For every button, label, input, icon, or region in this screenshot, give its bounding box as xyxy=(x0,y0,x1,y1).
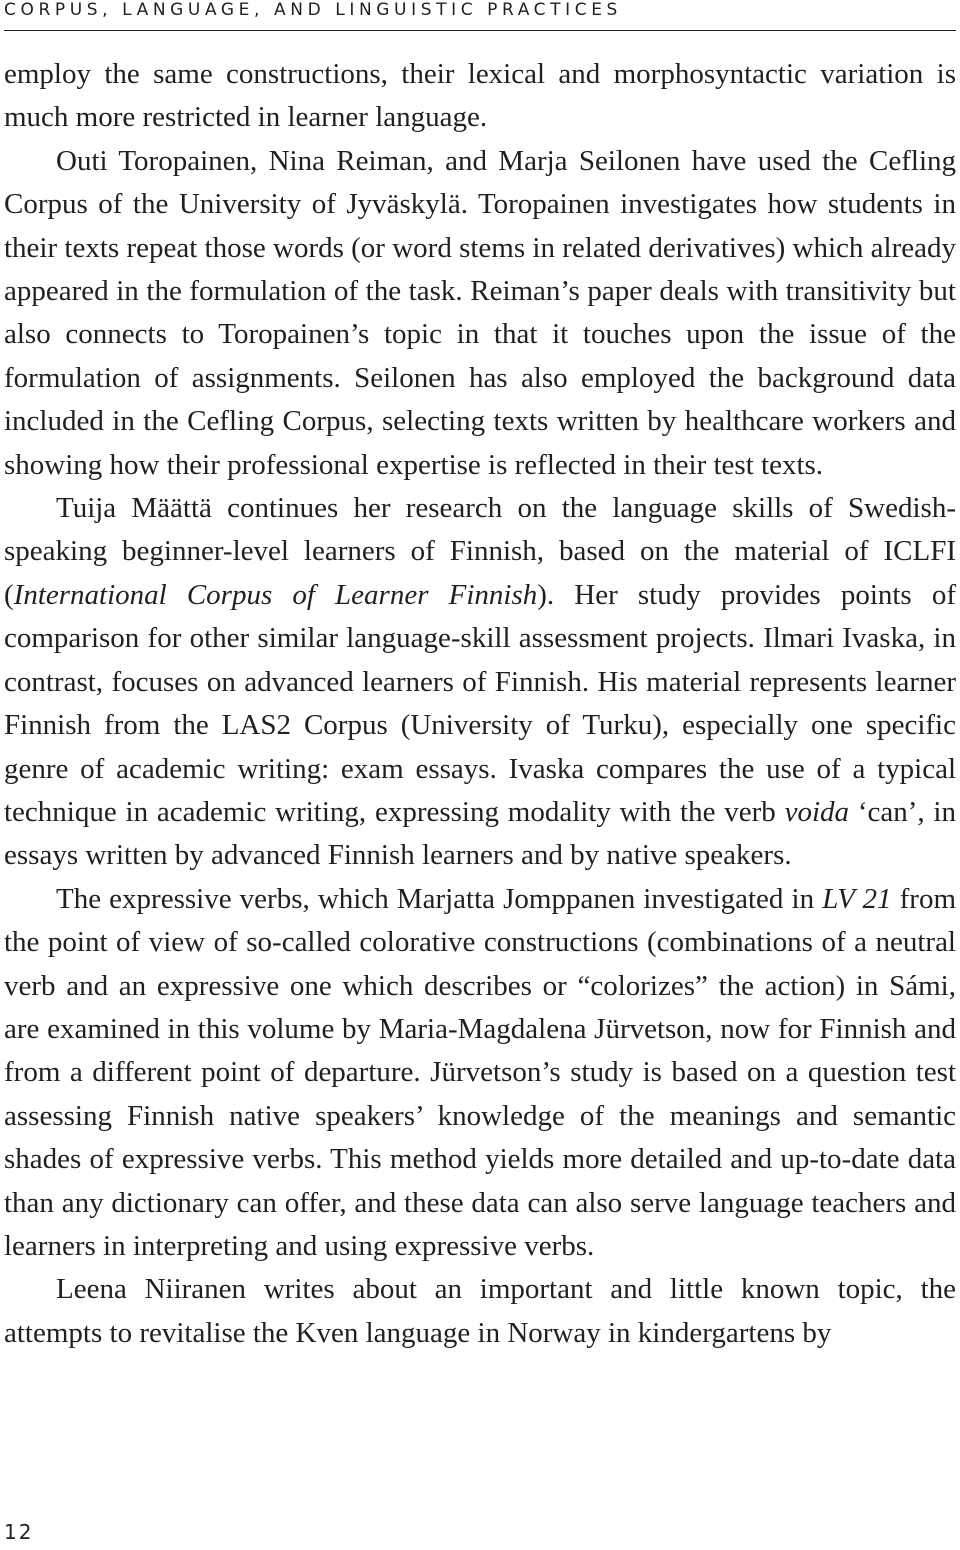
page-number: 12 xyxy=(4,1520,34,1544)
text-run: from the point of view of so-called colorative constructions (combinations of a neutral verb and an expressive one which describes or “colorizes” the action) in Sámi, are examined in this volume by Maria-Magdalena Jürvetson, now for Finnish and from a different point of departure. Jürvetson’s study is based on a question test assessing Finnish native speakers’ knowledge of the meanings and semantic shades of expressive verbs. This method yields more detailed and up-to-date data than any dictionary can offer, and these data can also serve language teachers and learners in interpreting and using expressive verbs. xyxy=(4,882,956,1262)
text-run: The expressive verbs, which Marjatta Jomppanen investigated in xyxy=(56,882,823,915)
paragraph xyxy=(4,1268,956,1355)
paragraph xyxy=(4,140,956,487)
text-run: employ the same constructions, their lexical and morphosyntactic variation is much more restricted in learner language. xyxy=(4,58,956,134)
body-text xyxy=(4,53,956,1355)
text-run: Tuija Määttä continues her research on the language skills of Swedish-speaking beginner-level learners of Finnish, based on the material of ICLFI ( xyxy=(4,492,956,611)
text-run: Leena Niiranen writes about an important and little known topic, the attempts to revitalise the Kven language in Norway in kindergartens by xyxy=(4,1273,956,1349)
header-rule xyxy=(4,30,956,31)
italic-text: LV 21 xyxy=(822,882,892,915)
paragraph xyxy=(4,53,956,140)
text-run: Outi Toropainen, Nina Reiman, and Marja Seilonen have used the Cefling Corpus of the University of Jyväskylä. Toropainen investigates how students in their texts repeat those words (or word stems in related derivatives) which already appeared in the formulation of the task. Reiman’s paper deals with transitivity but also connects to Toropainen’s topic in that it touches upon the issue of the formulation of assignments. Seilonen has also employed the background data included in the Cefling Corpus, selecting texts written by healthcare workers and showing how their professional expertise is reflected in their test texts. xyxy=(4,144,956,481)
italic-text: voida xyxy=(784,795,850,828)
paragraph xyxy=(4,878,956,1269)
text-run: ). Her study provides points of comparison for other similar language-skill assessment projects. Ilmari Ivaska, in contrast, focuses on advanced learners of Finnish. His material represents learner Finnish from the LAS2 Corpus (University of Turku), especially one specific genre of academic writing: exam essays. Ivaska compares the use of a typical technique in academic writing, expressing modality with the verb xyxy=(4,578,956,828)
paragraph xyxy=(4,487,956,878)
italic-text: International Corpus of Learner Finnish xyxy=(13,578,538,611)
running-head: CORPUS, LANGUAGE, AND LINGUISTIC PRACTICES xyxy=(4,0,622,20)
text-run: ‘can’, in essays written by advanced Finnish learners and by native speakers. xyxy=(4,795,956,872)
